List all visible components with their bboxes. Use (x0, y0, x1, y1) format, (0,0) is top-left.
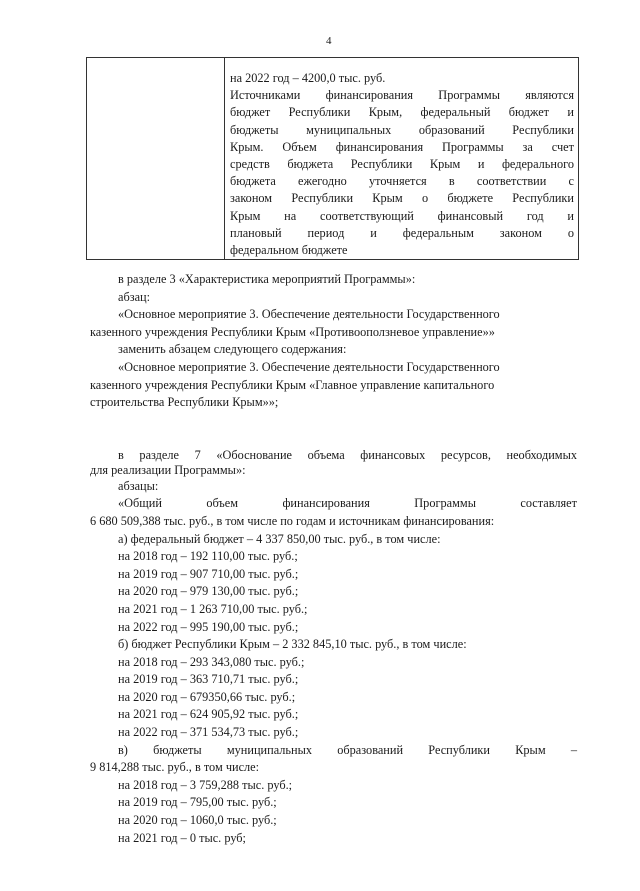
total-line: «Общий объем финансирования Программы составляет (118, 496, 577, 511)
year-line: на 2022 год – 995 190,00 тыс. руб.; (118, 619, 299, 634)
year-line: на 2020 год – 679350,66 тыс. руб.; (118, 689, 296, 704)
year-line: на 2020 год – 1060,0 тыс. руб.; (118, 813, 277, 828)
year-line: на 2018 год – 3 759,288 тыс. руб.; (118, 777, 293, 792)
cell-line: Источниками финансирования Программы являются (230, 88, 574, 103)
year-line: на 2018 год – 192 110,00 тыс. руб.; (118, 549, 298, 564)
quote-line: «Основное мероприятие 3. Обеспечение деятельности Государственного (118, 307, 500, 322)
cell-line: Крым на соответствующий финансовый год и (230, 208, 574, 223)
year-line: на 2019 год – 907 710,00 тыс. руб.; (118, 566, 299, 581)
new-text-line: казенного учреждения Республики Крым «Главное управление капитального (90, 377, 495, 392)
year-line: на 2019 год – 363 710,71 тыс. руб.; (118, 672, 299, 687)
year-line: на 2020 год – 979 130,00 тыс. руб.; (118, 584, 299, 599)
section7-heading: для реализации Программы»: (90, 462, 246, 477)
cell-line: на 2022 год – 4200,0 тыс. руб. (230, 71, 386, 85)
year-line: на 2018 год – 293 343,080 тыс. руб.; (118, 654, 305, 669)
cell-line: бюджет Республики Крым, федеральный бюджет и (230, 105, 574, 120)
abzacy-label: абзацы: (118, 478, 159, 493)
cell-line: средств бюджета Республики Крым и федерального (230, 157, 574, 172)
cell-line: бюджета ежегодно уточняется в соответствии с (230, 174, 574, 189)
table-cell-funding-text (230, 70, 574, 259)
cell-line: плановый период и федеральным законом о (230, 225, 574, 240)
section7-heading: в разделе 7 «Обоснование объема финансовых ресурсов, необходимых (118, 447, 577, 462)
page-number: 4 (326, 35, 332, 47)
spacer (90, 412, 577, 448)
municipal-header: 9 814,288 тыс. руб., в том числе: (90, 760, 260, 775)
year-line: на 2021 год – 624 905,92 тыс. руб.; (118, 707, 299, 722)
new-text-line: строительства Республики Крым»»; (90, 395, 279, 410)
crimea-header: б) бюджет Республики Крым – 2 332 845,10 тыс. руб., в том числе: (118, 637, 467, 652)
funding-table (86, 57, 579, 260)
quote-line: казенного учреждения Республики Крым «Противооползневое управление»» (90, 324, 495, 339)
replace-label: заменить абзацем следующего содержания: (118, 342, 347, 357)
cell-line: бюджеты муниципальных образований Республики (230, 122, 574, 137)
year-line: на 2021 год – 0 тыс. руб; (118, 830, 246, 845)
abzac-label: абзац: (118, 289, 151, 304)
year-line: на 2021 год – 1 263 710,00 тыс. руб.; (118, 601, 308, 616)
total-line: 6 680 509,388 тыс. руб., в том числе по годам и источникам финансирования: (90, 513, 495, 528)
document-body (90, 271, 577, 847)
table-column-divider (224, 58, 225, 259)
year-line: на 2022 год – 371 534,73 тыс. руб.; (118, 725, 299, 740)
new-text-line: «Основное мероприятие 3. Обеспечение деятельности Государственного (118, 359, 500, 374)
cell-line: законом Республики Крым о бюджете Республики (230, 191, 574, 206)
cell-line: Крым. Объем финансирования Программы за счет (230, 139, 574, 154)
section3-heading: в разделе 3 «Характеристика мероприятий Программы»: (118, 272, 416, 286)
municipal-header: в) бюджеты муниципальных образований Республики Крым – (118, 742, 577, 757)
cell-line: федеральном бюджете (230, 243, 348, 258)
year-line: на 2019 год – 795,00 тыс. руб.; (118, 795, 277, 810)
federal-header: а) федеральный бюджет – 4 337 850,00 тыс. руб., в том числе: (118, 531, 441, 546)
